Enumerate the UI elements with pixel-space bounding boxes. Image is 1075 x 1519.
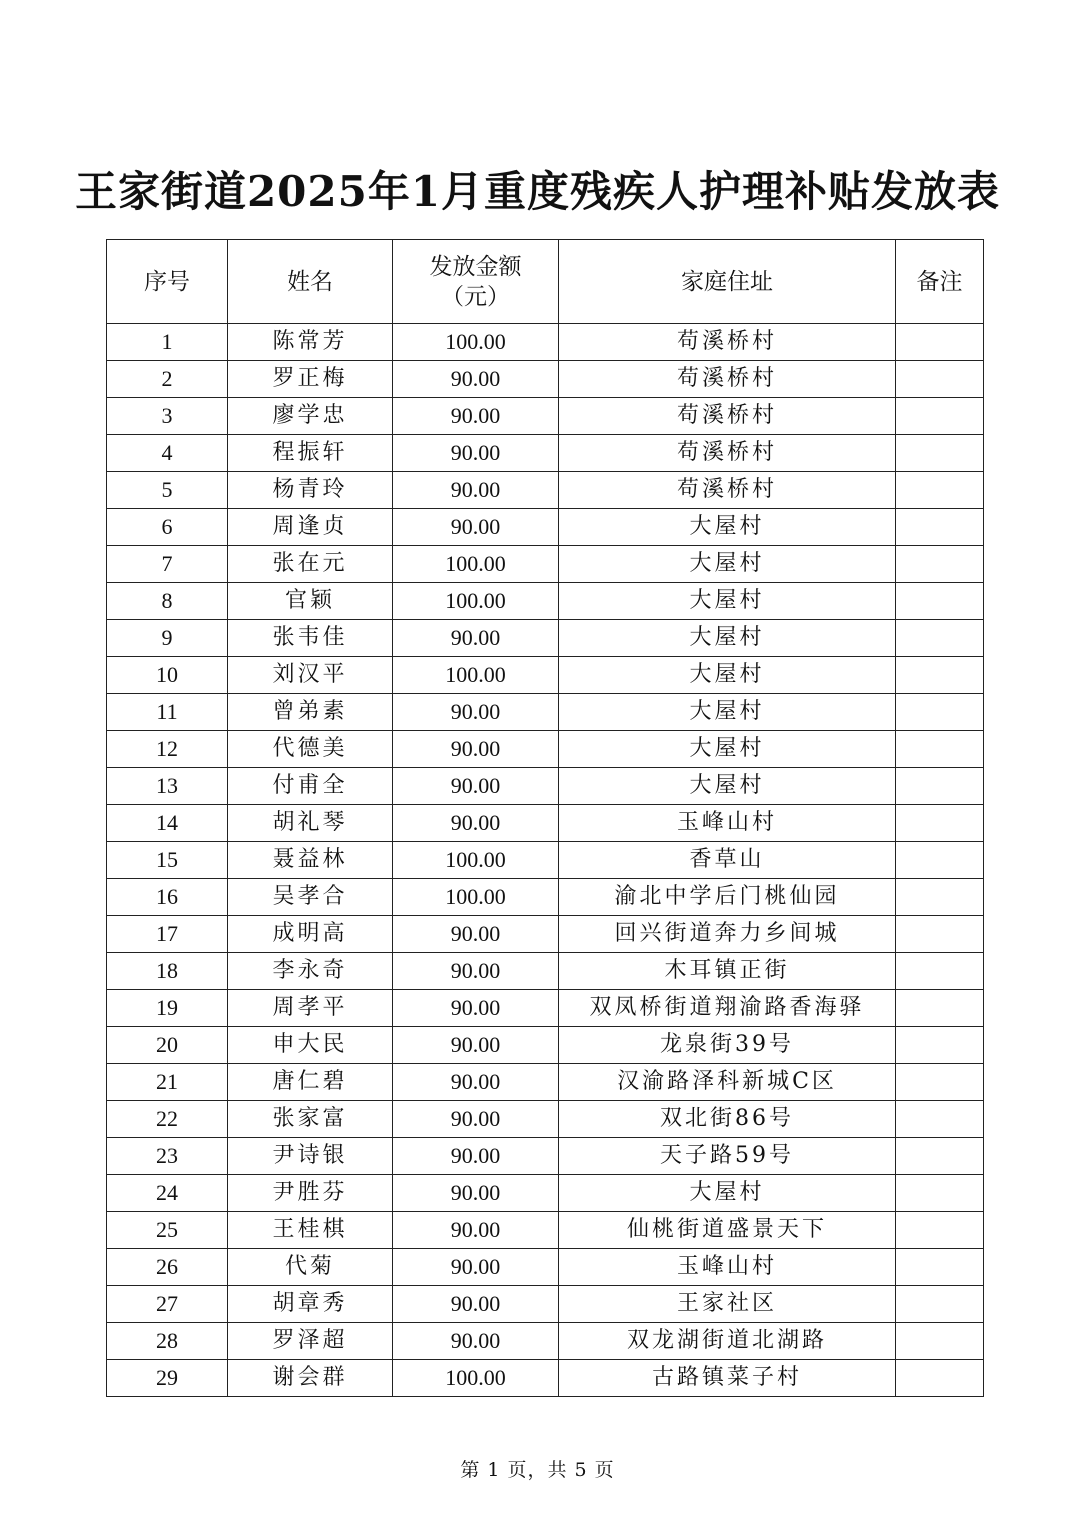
cell-seq: 20	[107, 1027, 228, 1064]
cell-remark	[896, 1138, 984, 1175]
cell-amount: 90.00	[393, 1286, 559, 1323]
cell-address: 汉渝路泽科新城C区	[559, 1064, 896, 1101]
cell-remark	[896, 879, 984, 916]
header-name: 姓名	[228, 240, 393, 324]
cell-name: 曾弟素	[228, 694, 393, 731]
table-row	[107, 398, 984, 435]
cell-remark	[896, 1360, 984, 1397]
cell-seq: 14	[107, 805, 228, 842]
cell-address: 苟溪桥村	[559, 398, 896, 435]
cell-name: 陈常芳	[228, 324, 393, 361]
cell-amount: 100.00	[393, 583, 559, 620]
header-amount	[393, 240, 559, 324]
cell-name: 成明高	[228, 916, 393, 953]
cell-remark	[896, 1175, 984, 1212]
cell-name: 周逢贞	[228, 509, 393, 546]
cell-address: 双凤桥街道翔渝路香海驿	[559, 990, 896, 1027]
cell-address: 玉峰山村	[559, 805, 896, 842]
cell-amount: 90.00	[393, 398, 559, 435]
cell-amount: 100.00	[393, 842, 559, 879]
cell-name: 刘汉平	[228, 657, 393, 694]
cell-address: 大屋村	[559, 1175, 896, 1212]
cell-amount: 100.00	[393, 324, 559, 361]
cell-amount: 100.00	[393, 879, 559, 916]
cell-address: 大屋村	[559, 657, 896, 694]
cell-name: 代德美	[228, 731, 393, 768]
cell-amount: 90.00	[393, 1064, 559, 1101]
cell-remark	[896, 842, 984, 879]
cell-remark	[896, 916, 984, 953]
table-row	[107, 879, 984, 916]
table-row	[107, 1286, 984, 1323]
cell-remark	[896, 657, 984, 694]
table-row	[107, 509, 984, 546]
cell-seq: 4	[107, 435, 228, 472]
cell-amount: 90.00	[393, 1323, 559, 1360]
cell-seq: 25	[107, 1212, 228, 1249]
cell-remark	[896, 953, 984, 990]
table-row	[107, 953, 984, 990]
table-row	[107, 657, 984, 694]
cell-seq: 27	[107, 1286, 228, 1323]
header-amount-unit: （元）	[441, 283, 510, 310]
cell-amount: 90.00	[393, 805, 559, 842]
table-row	[107, 1360, 984, 1397]
header-seq: 序号	[107, 240, 228, 324]
cell-name: 程振轩	[228, 435, 393, 472]
cell-name: 王桂棋	[228, 1212, 393, 1249]
cell-address: 香草山	[559, 842, 896, 879]
table-row	[107, 731, 984, 768]
cell-seq: 10	[107, 657, 228, 694]
cell-address: 回兴街道奔力乡间城	[559, 916, 896, 953]
table-row	[107, 916, 984, 953]
table-row	[107, 1323, 984, 1360]
cell-address: 苟溪桥村	[559, 435, 896, 472]
cell-address: 王家社区	[559, 1286, 896, 1323]
cell-remark	[896, 324, 984, 361]
cell-name: 尹胜芬	[228, 1175, 393, 1212]
cell-name: 杨青玲	[228, 472, 393, 509]
cell-name: 代菊	[228, 1249, 393, 1286]
cell-remark	[896, 583, 984, 620]
cell-seq: 11	[107, 694, 228, 731]
cell-name: 罗泽超	[228, 1323, 393, 1360]
cell-address: 大屋村	[559, 546, 896, 583]
table-row	[107, 435, 984, 472]
cell-name: 张在元	[228, 546, 393, 583]
cell-remark	[896, 509, 984, 546]
table-row	[107, 361, 984, 398]
cell-address: 苟溪桥村	[559, 361, 896, 398]
table-row	[107, 1027, 984, 1064]
cell-seq: 12	[107, 731, 228, 768]
cell-address: 木耳镇正街	[559, 953, 896, 990]
cell-amount: 90.00	[393, 916, 559, 953]
cell-amount: 90.00	[393, 768, 559, 805]
cell-seq: 5	[107, 472, 228, 509]
table-row	[107, 546, 984, 583]
table-row	[107, 1212, 984, 1249]
cell-name: 周孝平	[228, 990, 393, 1027]
cell-remark	[896, 731, 984, 768]
table-row	[107, 694, 984, 731]
cell-seq: 6	[107, 509, 228, 546]
cell-name: 聂益林	[228, 842, 393, 879]
cell-seq: 18	[107, 953, 228, 990]
cell-amount: 90.00	[393, 1212, 559, 1249]
cell-seq: 24	[107, 1175, 228, 1212]
cell-name: 付甫全	[228, 768, 393, 805]
cell-remark	[896, 1064, 984, 1101]
header-amount-label: 发放金额	[429, 253, 522, 280]
cell-name: 李永奇	[228, 953, 393, 990]
cell-remark	[896, 805, 984, 842]
cell-amount: 100.00	[393, 1360, 559, 1397]
cell-remark	[896, 990, 984, 1027]
table-row	[107, 324, 984, 361]
cell-remark	[896, 435, 984, 472]
cell-remark	[896, 1101, 984, 1138]
cell-amount: 90.00	[393, 1175, 559, 1212]
cell-remark	[896, 1027, 984, 1064]
cell-address: 龙泉街39号	[559, 1027, 896, 1064]
cell-address: 玉峰山村	[559, 1249, 896, 1286]
cell-amount: 90.00	[393, 1138, 559, 1175]
table-row	[107, 990, 984, 1027]
cell-seq: 28	[107, 1323, 228, 1360]
cell-address: 大屋村	[559, 694, 896, 731]
cell-remark	[896, 1323, 984, 1360]
cell-amount: 90.00	[393, 1249, 559, 1286]
table-row	[107, 805, 984, 842]
cell-seq: 3	[107, 398, 228, 435]
table-row	[107, 1138, 984, 1175]
cell-seq: 13	[107, 768, 228, 805]
cell-amount: 90.00	[393, 472, 559, 509]
cell-name: 吴孝合	[228, 879, 393, 916]
cell-seq: 16	[107, 879, 228, 916]
table-row	[107, 1249, 984, 1286]
cell-name: 唐仁碧	[228, 1064, 393, 1101]
page-title: 王家街道2025年1月重度残疾人护理补贴发放表	[74, 167, 1001, 216]
header-remark: 备注	[896, 240, 984, 324]
cell-amount: 90.00	[393, 731, 559, 768]
cell-remark	[896, 694, 984, 731]
cell-address: 大屋村	[559, 509, 896, 546]
cell-amount: 90.00	[393, 620, 559, 657]
cell-seq: 2	[107, 361, 228, 398]
cell-name: 胡章秀	[228, 1286, 393, 1323]
table-row	[107, 1101, 984, 1138]
table-row	[107, 842, 984, 879]
cell-remark	[896, 398, 984, 435]
cell-name: 罗正梅	[228, 361, 393, 398]
cell-amount: 90.00	[393, 1027, 559, 1064]
cell-name: 谢会群	[228, 1360, 393, 1397]
table-row	[107, 472, 984, 509]
cell-remark	[896, 472, 984, 509]
cell-address: 大屋村	[559, 731, 896, 768]
table-row	[107, 768, 984, 805]
cell-seq: 19	[107, 990, 228, 1027]
page-number: 第 1 页，共 5 页	[460, 1459, 615, 1481]
cell-amount: 90.00	[393, 1101, 559, 1138]
table-row	[107, 583, 984, 620]
cell-seq: 8	[107, 583, 228, 620]
table-row	[107, 1175, 984, 1212]
cell-address: 天子路59号	[559, 1138, 896, 1175]
cell-remark	[896, 361, 984, 398]
cell-amount: 90.00	[393, 509, 559, 546]
cell-remark	[896, 620, 984, 657]
cell-seq: 1	[107, 324, 228, 361]
cell-amount: 90.00	[393, 990, 559, 1027]
cell-name: 官颖	[228, 583, 393, 620]
cell-remark	[896, 768, 984, 805]
cell-amount: 90.00	[393, 694, 559, 731]
cell-name: 尹诗银	[228, 1138, 393, 1175]
cell-seq: 23	[107, 1138, 228, 1175]
cell-address: 双龙湖街道北湖路	[559, 1323, 896, 1360]
table-body	[107, 324, 984, 1397]
table-row	[107, 620, 984, 657]
cell-address: 仙桃街道盛景天下	[559, 1212, 896, 1249]
cell-address: 大屋村	[559, 768, 896, 805]
cell-name: 张韦佳	[228, 620, 393, 657]
cell-address: 苟溪桥村	[559, 472, 896, 509]
cell-address: 苟溪桥村	[559, 324, 896, 361]
cell-remark	[896, 1249, 984, 1286]
cell-remark	[896, 1286, 984, 1323]
cell-seq: 22	[107, 1101, 228, 1138]
table-header-row	[107, 240, 984, 324]
cell-address: 古路镇菜子村	[559, 1360, 896, 1397]
cell-address: 渝北中学后门桃仙园	[559, 879, 896, 916]
cell-seq: 21	[107, 1064, 228, 1101]
cell-seq: 17	[107, 916, 228, 953]
cell-address: 大屋村	[559, 583, 896, 620]
cell-name: 胡礼琴	[228, 805, 393, 842]
header-address: 家庭住址	[559, 240, 896, 324]
cell-name: 张家富	[228, 1101, 393, 1138]
cell-name: 申大民	[228, 1027, 393, 1064]
cell-address: 双北街86号	[559, 1101, 896, 1138]
cell-seq: 15	[107, 842, 228, 879]
cell-amount: 90.00	[393, 435, 559, 472]
subsidy-table	[106, 239, 984, 1397]
cell-seq: 9	[107, 620, 228, 657]
cell-remark	[896, 546, 984, 583]
cell-amount: 100.00	[393, 546, 559, 583]
cell-address: 大屋村	[559, 620, 896, 657]
cell-amount: 90.00	[393, 953, 559, 990]
cell-remark	[896, 1212, 984, 1249]
cell-amount: 90.00	[393, 361, 559, 398]
cell-seq: 29	[107, 1360, 228, 1397]
cell-name: 廖学忠	[228, 398, 393, 435]
cell-seq: 7	[107, 546, 228, 583]
table-row	[107, 1064, 984, 1101]
cell-amount: 100.00	[393, 657, 559, 694]
cell-seq: 26	[107, 1249, 228, 1286]
